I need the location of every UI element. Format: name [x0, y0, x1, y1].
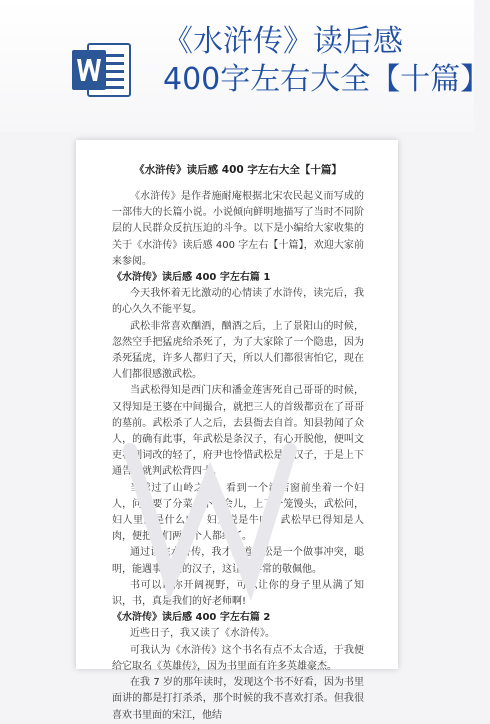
paragraph: 今天我怀着无比激动的心情读了水浒传，读完后，我的心久久不能平复。 — [112, 288, 364, 316]
paragraph: 可我认为《水浒传》这个书名有点不太合适，于我便给它取名《英雄传》，因为书里面有许多英雄豪杰。 — [112, 644, 364, 672]
paragraph: 书可以让你开阔视野，可以让你的身子里从满了知识，书，真是我们的好老师啊! — [112, 579, 364, 608]
word-document-icon — [70, 42, 132, 98]
paragraph: 《水浒传》是作者施耐庵根据北宋农民起义而写成的一部伟大的长篇小说。小说倾向鲜明地描写了当时不同阶层的人民群众反抗压迫的斗争。以下是小编给大家收集的关于《水浒传》读后感 400 字左右【十篇】，欢迎大家前来参阅。 — [112, 191, 364, 267]
document-title: 《水浒传》读后感 400 字左右大全【十篇】 — [134, 164, 342, 176]
paragraph: 近些日子，我又读了《水浒传》。 — [130, 628, 275, 640]
paragraph: 当武松得知是西门庆和潘金莲害死自己哥哥的时候，又得知是王婆在中间撮合，就把三人的首级都贡在了哥哥的墓前。武松杀了人之后，去县衙去自首。知县勃闻了众人，的确有此事，年武松是条汉子，有心开脱他，便叫文吏将判词改的轻了，府尹也怜惜武松是条汉子，于是上下通告，就判武松背四十。 — [112, 385, 364, 478]
banner-title-line-1: 《水浒传》读后感 — [163, 24, 403, 59]
section-heading: 《水浒传》读后感 400 字左右篇 1 — [112, 272, 271, 284]
document-page — [76, 140, 398, 721]
paragraph: 武松非常喜欢酗酒，酗酒之后，上了景阳山的时候，忽然空手把猛虎给杀死了，为了大家除了一个隐患，因为杀死猛虎，许多人都归了天，所以人们都很害怕它，现在人们都很感激武松。 — [112, 320, 364, 381]
paragraph: 通过读完水浒传，我才知道武松是一个做事冲突，聪明，能遇事解决的汉子，这让我非常的敬佩他。 — [112, 547, 364, 575]
document-body — [112, 162, 364, 724]
paragraph: 当越过了山岭之后，看到一个酒店窗前坐着一个妇人，问她要了分菜，不一会儿，上了一笼馒头，武松问，妇人里面是什么肉，妇人说是牛肉，武松早已得知是人肉，便把他们两一个人都给了。 — [112, 482, 364, 543]
paragraph: 在我 7 岁的那年读时，发现这个书不好看，因为书里面讲的都是打打杀杀，那个时候的我不喜欢打杀。但我很喜欢书里面的宋江，他结 — [112, 677, 364, 721]
title-banner — [0, 0, 490, 132]
paragraph-list — [112, 189, 364, 724]
banner-title-line-2: 400字左右大全【十篇】 — [163, 62, 490, 97]
section-heading: 《水浒传》读后感 400 字左右篇 2 — [112, 612, 271, 624]
